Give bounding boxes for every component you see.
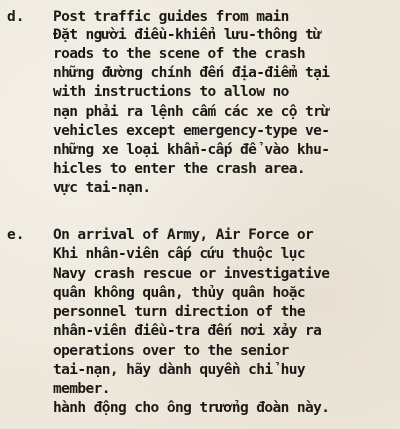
paragraph-line: hicles to enter the crash area. (53, 161, 306, 177)
paragraph-line: Post traffic guides from main (53, 9, 289, 25)
paragraph-line: vực tai-nạn. (53, 180, 151, 196)
paragraph-line: Navy crash rescue or investigative (53, 266, 330, 282)
paragraph-marker: e. (7, 227, 25, 243)
paragraph-line: with instructions to allow no (53, 84, 289, 100)
paragraph-line: operations over to the senior (53, 343, 289, 359)
paragraph-line: những xe loại khẩn-cấp để vào khu- (53, 142, 330, 158)
paragraph-line: tai-nạn, hãy dành quyền chỉ huy (53, 362, 306, 378)
paragraph-line: On arrival of Army, Air Force or (53, 227, 314, 243)
paragraph-line: hành động cho ông trưởng đoàn này. (53, 400, 330, 416)
paragraph-line: Khi nhân-viên cấp cứu thuộc lục (53, 246, 306, 262)
paragraph-line: Đặt người điều-khiển lưu-thông từ (53, 27, 322, 43)
paragraph-line: nhân-viên điều-tra đến nơi xảy ra (53, 323, 322, 339)
paragraph-line: roads to the scene of the crash (53, 46, 306, 62)
paragraph-line: những đường chính đến địa-điểm tại (53, 65, 330, 81)
paragraph-line: quân không quân, thủy quân hoặc (53, 285, 306, 301)
paragraph-line: member. (53, 381, 110, 397)
paragraph-line: nạn phải ra lệnh cấm các xe cộ trừ (53, 104, 330, 120)
paragraph-marker: d. (7, 9, 25, 25)
paragraph-line: vehicles except emergency-type ve- (53, 123, 330, 139)
paragraph-line: personnel turn direction of the (53, 304, 306, 320)
